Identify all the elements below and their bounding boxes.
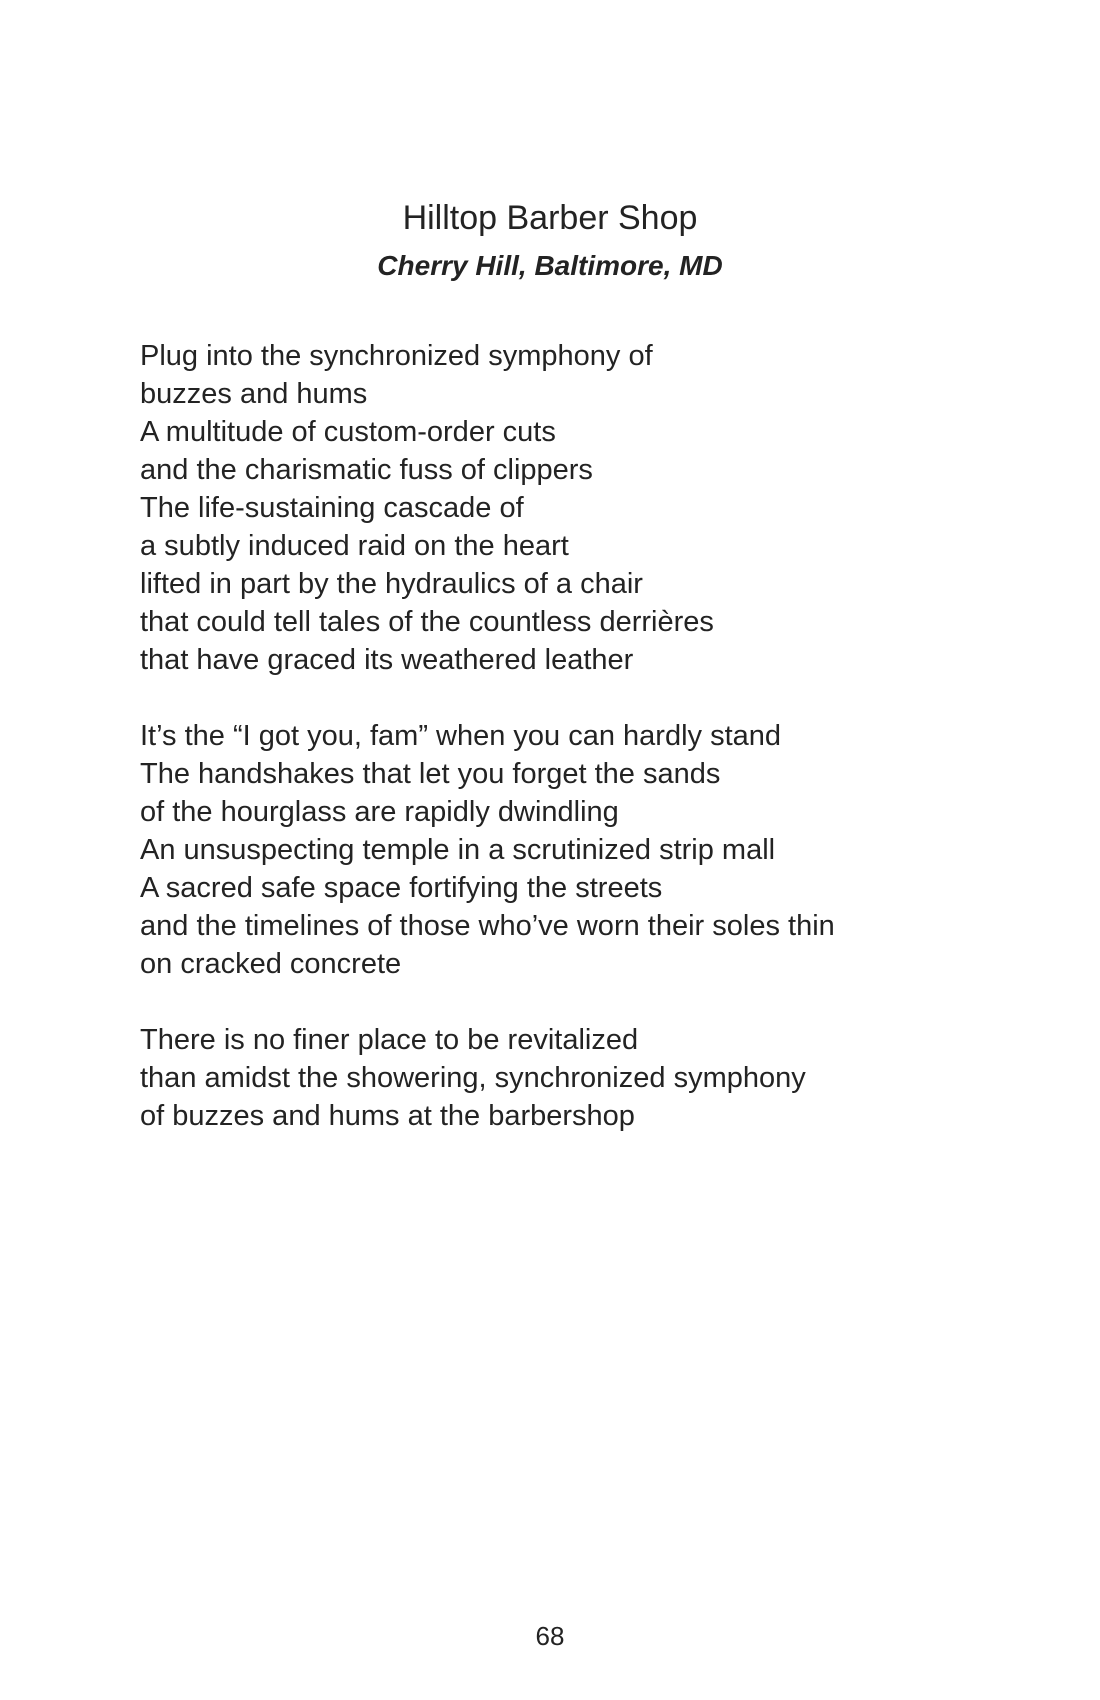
stanza bbox=[140, 717, 970, 983]
poem-line: of the hourglass are rapidly dwindling bbox=[140, 796, 619, 828]
poem-title: Hilltop Barber Shop bbox=[402, 199, 698, 237]
poem-line: on cracked concrete bbox=[140, 948, 402, 980]
poem-line: a subtly induced raid on the heart bbox=[140, 530, 569, 562]
poem-line: Plug into the synchronized symphony of bbox=[140, 340, 653, 372]
poem-line: and the charismatic fuss of clippers bbox=[140, 454, 593, 486]
poem-line: The handshakes that let you forget the sands bbox=[140, 758, 721, 790]
poem-line: that could tell tales of the countless derrières bbox=[140, 606, 714, 638]
poem-line: of buzzes and hums at the barbershop bbox=[140, 1100, 635, 1132]
poem-line: and the timelines of those who’ve worn their soles thin bbox=[140, 910, 835, 942]
poem-line: that have graced its weathered leather bbox=[140, 644, 634, 676]
poem-subtitle: Cherry Hill, Baltimore, MD bbox=[377, 250, 723, 281]
poem-line: There is no finer place to be revitalized bbox=[140, 1024, 639, 1056]
poem-line: An unsuspecting temple in a scrutinized strip mall bbox=[140, 834, 776, 866]
poem-line: A sacred safe space fortifying the streets bbox=[140, 872, 663, 904]
page-number: 68 bbox=[535, 1621, 565, 1651]
poem-line: It’s the “I got you, fam” when you can hardly stand bbox=[140, 720, 782, 752]
poem-line: buzzes and hums bbox=[140, 378, 368, 410]
poem-line: The life-sustaining cascade of bbox=[140, 492, 524, 524]
poem-line: lifted in part by the hydraulics of a chair bbox=[140, 568, 643, 600]
stanza bbox=[140, 337, 970, 679]
poem-line: than amidst the showering, synchronized symphony bbox=[140, 1062, 806, 1094]
poem-body bbox=[140, 337, 970, 1135]
stanza bbox=[140, 1021, 970, 1135]
poem-line: A multitude of custom-order cuts bbox=[140, 416, 556, 448]
poem-header bbox=[140, 197, 960, 283]
